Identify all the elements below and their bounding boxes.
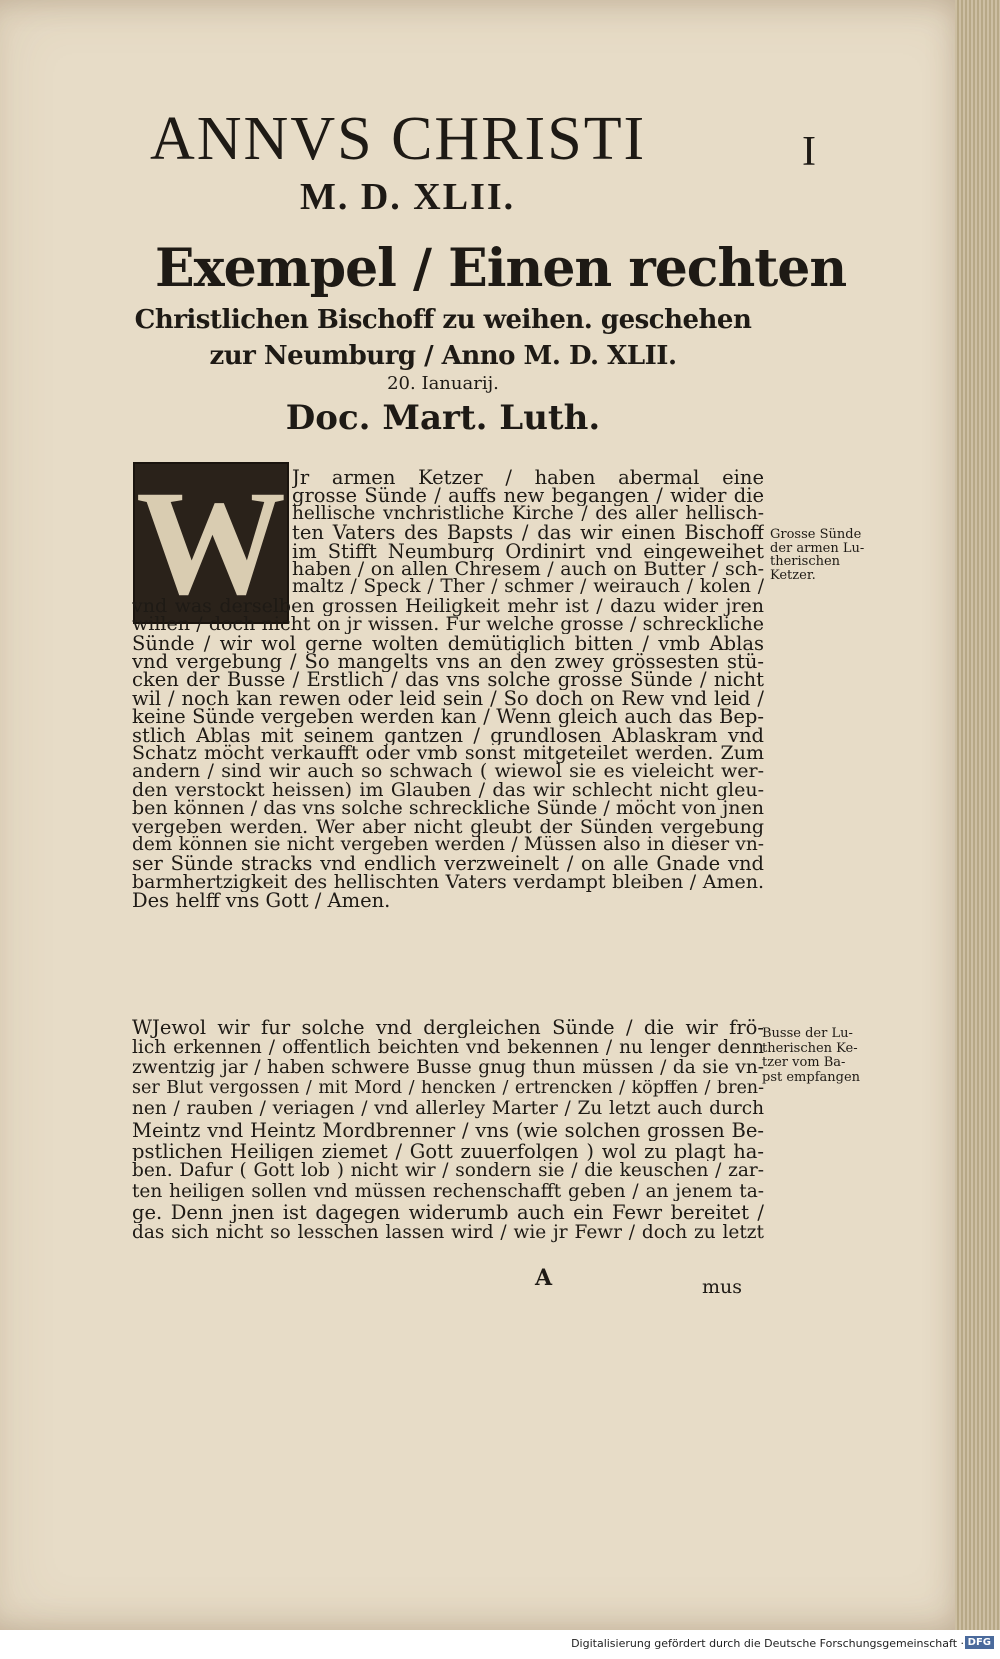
text-line: wil / noch kan rewen oder leid sein / So doch on Rew vnd leid / — [132, 688, 764, 709]
margin-note-line: Busse der Lu- — [762, 1026, 853, 1041]
dfg-logo: DFG — [965, 1636, 994, 1649]
text-line: im Stifft Neumburg Ordinirt vnd eingeweihet — [292, 541, 764, 562]
margin-note-line: therischen Ke- — [762, 1040, 858, 1056]
text-line: zwentzig jar / haben schwere Busse gnug thun müssen / da sie vn- — [132, 1059, 764, 1078]
margin-note-line: Grosse Sünde — [770, 527, 862, 542]
margin-note-line: tzer vom Ba- — [762, 1055, 846, 1070]
text-line: Meintz vnd Heintz Mordbrenner / vns (wie solchen grossen Be- — [132, 1121, 764, 1141]
catchword: mus — [702, 1276, 743, 1298]
text-line: Des helff vns Gott / Amen. — [132, 889, 391, 913]
section-subheading: Christlichen Bischoff zu weihen. geschehen — [134, 305, 752, 335]
text-line: WJewol wir fur solche vnd dergleichen Sünde / die wir frö- — [132, 1018, 764, 1038]
section-date: 20. Ianuarij. — [387, 373, 499, 394]
text-line: ge. Denn jnen ist dagegen widerumb auch ein Fewr bereitet / — [132, 1203, 764, 1223]
footer-credit: Digitalisierung gefördert durch die Deutsche Forschungsgemeinschaft · — [571, 1637, 964, 1650]
text-line: dem können sie nicht vergeben werden / Müssen also in dieser vn- — [132, 836, 764, 855]
running-title-year: M. D. XLII. — [300, 176, 516, 218]
margin-note-line: Ketzer. — [770, 567, 816, 583]
section-subheading-place: zur Neumburg / Anno M. D. XLII. — [209, 341, 677, 371]
text-line: das sich nicht so lesschen lassen wird / wie jr Fewr / doch zu letzt — [132, 1224, 764, 1243]
text-line: ten Vaters des Bapsts / das wir einen Bischoff — [292, 523, 764, 543]
text-line: Sünde / wir wol gerne wolten demütiglich bitten / vmb Ablas — [132, 633, 764, 654]
margin-note-line: pst empfangen — [762, 1069, 861, 1085]
text-line: maltz / Speck / Ther / schmer / weirauch / kolen / — [292, 578, 764, 597]
text-line: cken der Busse / Erstlich / das vns solche grosse Sünde / nicht — [132, 670, 764, 690]
text-line: Jr armen Ketzer / haben abermal eine — [292, 468, 764, 488]
text-line: ben. Dafur ( Gott lob ) nicht wir / sondern sie / die keuschen / zar- — [132, 1162, 764, 1181]
text-line: vergeben werden. Wer aber nicht gleubt der Sünden vergebung — [132, 817, 764, 837]
section-heading: Exempel / Einen rechten — [155, 238, 847, 299]
text-line: haben / on allen Chresem / auch on Butter / sch- — [292, 560, 764, 579]
page-number: I — [802, 129, 816, 175]
text-line: ser Sünde stracks vnd endlich verzweinelt / on alle Gnade vnd — [132, 854, 764, 874]
text-line: den verstockt heissen) im Glauben / das wir schlecht nicht gleu- — [132, 780, 764, 800]
text-line: vnd vergebung / So mangelts vns an den zwey grössesten stü- — [132, 652, 764, 672]
text-line: ben können / das vns solche schreckliche Sünde / möcht von jnen — [132, 799, 764, 819]
text-line: stlich Ablas mit seinem gantzen / grundlosen Ablaskram vnd — [132, 725, 764, 746]
text-line: keine Sünde vergeben werden kan / Wenn gleich auch das Bep- — [132, 707, 764, 727]
text-line: ten heiligen sollen vnd müssen rechenschafft geben / an jenem ta- — [132, 1182, 764, 1202]
margin-note-line: der armen Lu- — [770, 540, 865, 556]
text-line: willen / doch nicht on jr wissen. Fur welche grosse / schreckliche — [132, 615, 764, 635]
decorated-initial-letter: W — [136, 460, 286, 626]
text-line: grosse Sünde / auffs new begangen / wider die — [292, 486, 764, 506]
text-line: hellische vnchristliche Kirche / des aller hellisch- — [292, 504, 764, 524]
running-title: ANNVS CHRISTI — [150, 105, 647, 173]
signature-mark: A — [535, 1265, 553, 1291]
text-line: lich erkennen / offentlich beichten vnd bekennen / nu lenger denn — [132, 1038, 764, 1058]
text-line: Schatz möcht verkaufft oder vmb sonst mitgeteilet werden. Zum — [132, 744, 764, 763]
text-line: andern / sind wir auch so schwach ( wiewol sie es vieleicht wer- — [132, 762, 764, 782]
text-line: ser Blut vergossen / mit Mord / hencken / ertrencken / köpffen / bren- — [132, 1079, 764, 1098]
text-line: pstlichen Heiligen ziemet / Gott zuuerfolgen ) wol zu plagt ha- — [132, 1141, 764, 1162]
text-line: barmhertzigkeit des hellischten Vaters verdampt bleiben / Amen. — [132, 872, 764, 892]
text-line: nen / rauben / veriagen / vnd allerley Marter / Zu letzt auch durch — [132, 1100, 764, 1119]
text-line: vnd was derselben grossen Heiligkeit mehr ist / dazu wider jren — [132, 596, 764, 616]
margin-note-line: therischen — [770, 554, 841, 569]
section-author: Doc. Mart. Luth. — [285, 398, 601, 438]
page-edges — [955, 0, 1000, 1630]
